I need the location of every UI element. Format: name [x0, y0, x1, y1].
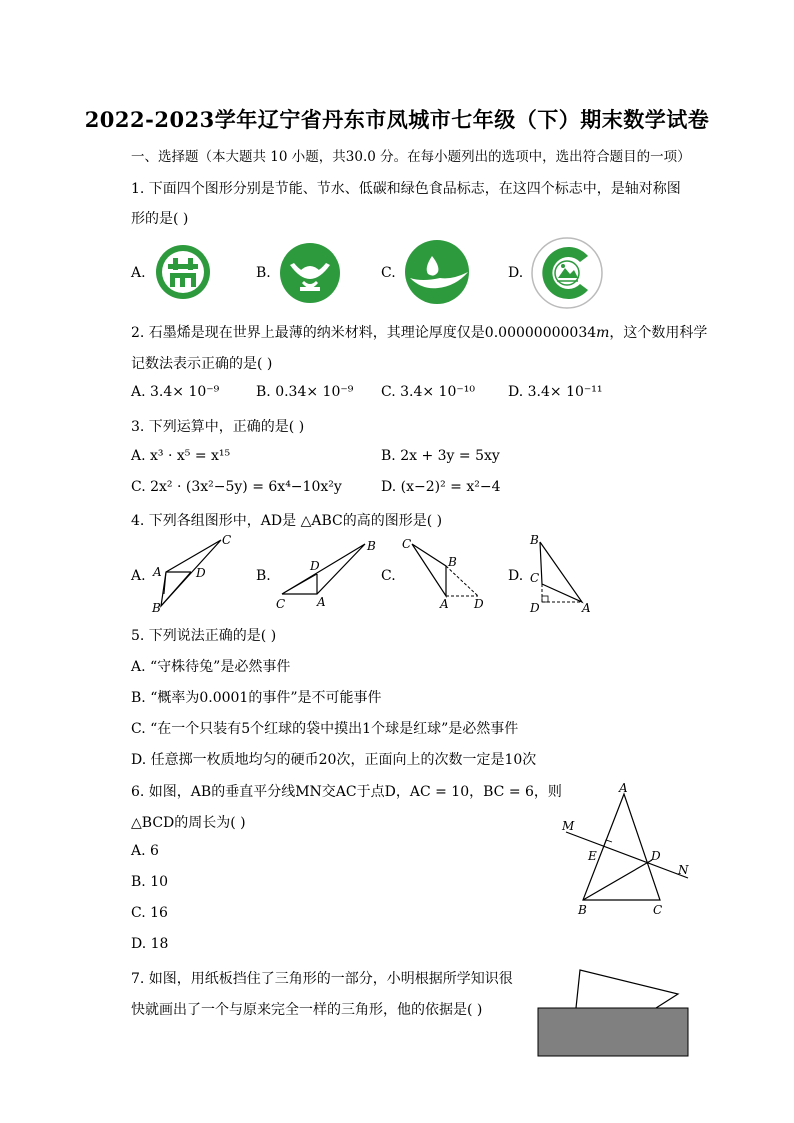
point-d-label: D	[310, 559, 320, 573]
q3-option-b: B. 2x + 3y = 5xy	[381, 448, 500, 464]
q1-label-c: C.	[381, 265, 396, 281]
q4-label-a: A.	[131, 568, 146, 584]
q4-label-b: B.	[256, 568, 271, 584]
q4-label-c: C.	[381, 568, 396, 584]
point-b-label: B	[530, 533, 539, 547]
q7-stem-line2: 快就画出了一个与原来完全一样的三角形，他的依据是( )	[131, 1002, 483, 1018]
point-d-label: D	[530, 601, 540, 615]
q4-stem: 4. 下列各组图形中，AD是 △ABC的高的图形是( )	[131, 513, 443, 529]
point-a-label: A	[440, 597, 449, 611]
point-e-label: E	[588, 849, 597, 863]
point-c-label: C	[530, 571, 540, 585]
water-saving-logo	[278, 241, 342, 305]
green-food-logo	[530, 236, 604, 310]
cardboard-cover	[538, 1008, 688, 1056]
point-a-label: A	[153, 565, 162, 579]
point-n-label: N	[678, 863, 689, 877]
q3-stem: 3. 下列运算中，正确的是( )	[131, 419, 305, 435]
paper-title: 2022-2023学年辽宁省丹东市凤城市七年级（下）期末数学试卷	[84, 107, 710, 132]
q3-option-d: D. (x−2)² = x²−4	[381, 479, 501, 495]
q1-stem-line1: 1. 下面四个图形分别是节能、节水、低碳和绿色食品标志，在这四个标志中，是轴对称图	[131, 181, 681, 197]
q5-option-c: C. “在一个只装有5个红球的袋中摸出1个球是红球”是必然事件	[131, 721, 519, 737]
q4-figure-a	[146, 532, 242, 616]
q7-stem-line1: 7. 如图，用纸板挡住了三角形的一部分，小明根据所学知识很	[131, 971, 513, 987]
q5-option-a: A. “守株待兔”是必然事件	[131, 659, 291, 675]
low-carbon-logo	[402, 238, 472, 306]
point-c-label: C	[402, 537, 412, 551]
q6-option-a: A. 6	[131, 843, 159, 859]
point-a-label: A	[317, 595, 326, 609]
q2-stem-line2: 记数法表示正确的是( )	[131, 356, 273, 372]
q5-option-b: B. “概率为0.0001的事件”是不可能事件	[131, 690, 382, 706]
q2-option-d: D. 3.4× 10⁻¹¹	[508, 384, 603, 400]
point-d-label: D	[651, 849, 661, 863]
point-b-label: B	[367, 539, 376, 553]
q2-stem-line1: 2. 石墨烯是现在世界上最薄的纳米材料，其理论厚度仅是0.00000000034𝑚，这个数用科学	[131, 325, 708, 341]
q6-option-c: C. 16	[131, 905, 168, 921]
point-c-label: C	[222, 533, 232, 547]
section-heading: 一、选择题（本大题共 10 小题，共30.0 分。在每小题列出的选项中，选出符合题目的一项）	[131, 149, 691, 165]
q2-option-c: C. 3.4× 10⁻¹⁰	[381, 384, 475, 400]
q6-triangle-figure	[556, 778, 696, 920]
q3-option-c: C. 2x² · (3x²−5y) = 6x⁴−10x²y	[131, 479, 342, 495]
q1-label-a: A.	[131, 265, 146, 281]
q1-label-b: B.	[256, 265, 271, 281]
energy-saving-logo	[154, 243, 212, 301]
point-b-label: B	[448, 555, 457, 569]
point-a-label: A	[582, 601, 591, 615]
q4-label-d: D.	[508, 568, 524, 584]
point-c-label: C	[653, 903, 663, 917]
point-d-label: D	[474, 597, 484, 611]
q4-figure-c	[398, 534, 494, 612]
q5-option-d: D. 任意掷一枚质地均匀的硬币20次，正面向上的次数一定是10次	[131, 752, 537, 768]
q5-stem: 5. 下列说法正确的是( )	[131, 628, 277, 644]
point-a-label: A	[619, 781, 628, 795]
point-d-label: D	[196, 566, 206, 580]
q6-stem-line1: 6. 如图，AB的垂直平分线MN交AC于点D，AC = 10，BC = 6，则	[131, 784, 562, 800]
q4-figure-b	[272, 536, 382, 612]
q3-option-a: A. x³ · x⁵ = x¹⁵	[131, 448, 231, 464]
q2-option-b: B. 0.34× 10⁻⁹	[256, 384, 354, 400]
point-b-label: B	[578, 903, 587, 917]
q6-option-d: D. 18	[131, 936, 169, 952]
q1-label-d: D.	[508, 265, 524, 281]
q2-option-a: A. 3.4× 10⁻⁹	[131, 384, 220, 400]
q6-stem-line2: △BCD的周长为( )	[131, 815, 246, 831]
q7-covered-triangle-figure	[536, 962, 692, 1060]
q1-stem-line2: 形的是( )	[131, 211, 189, 227]
q6-option-b: B. 10	[131, 874, 169, 890]
q4-figure-d	[526, 532, 602, 616]
point-b-label: B	[152, 601, 161, 615]
point-c-label: C	[276, 597, 286, 611]
point-m-label: M	[562, 819, 575, 833]
